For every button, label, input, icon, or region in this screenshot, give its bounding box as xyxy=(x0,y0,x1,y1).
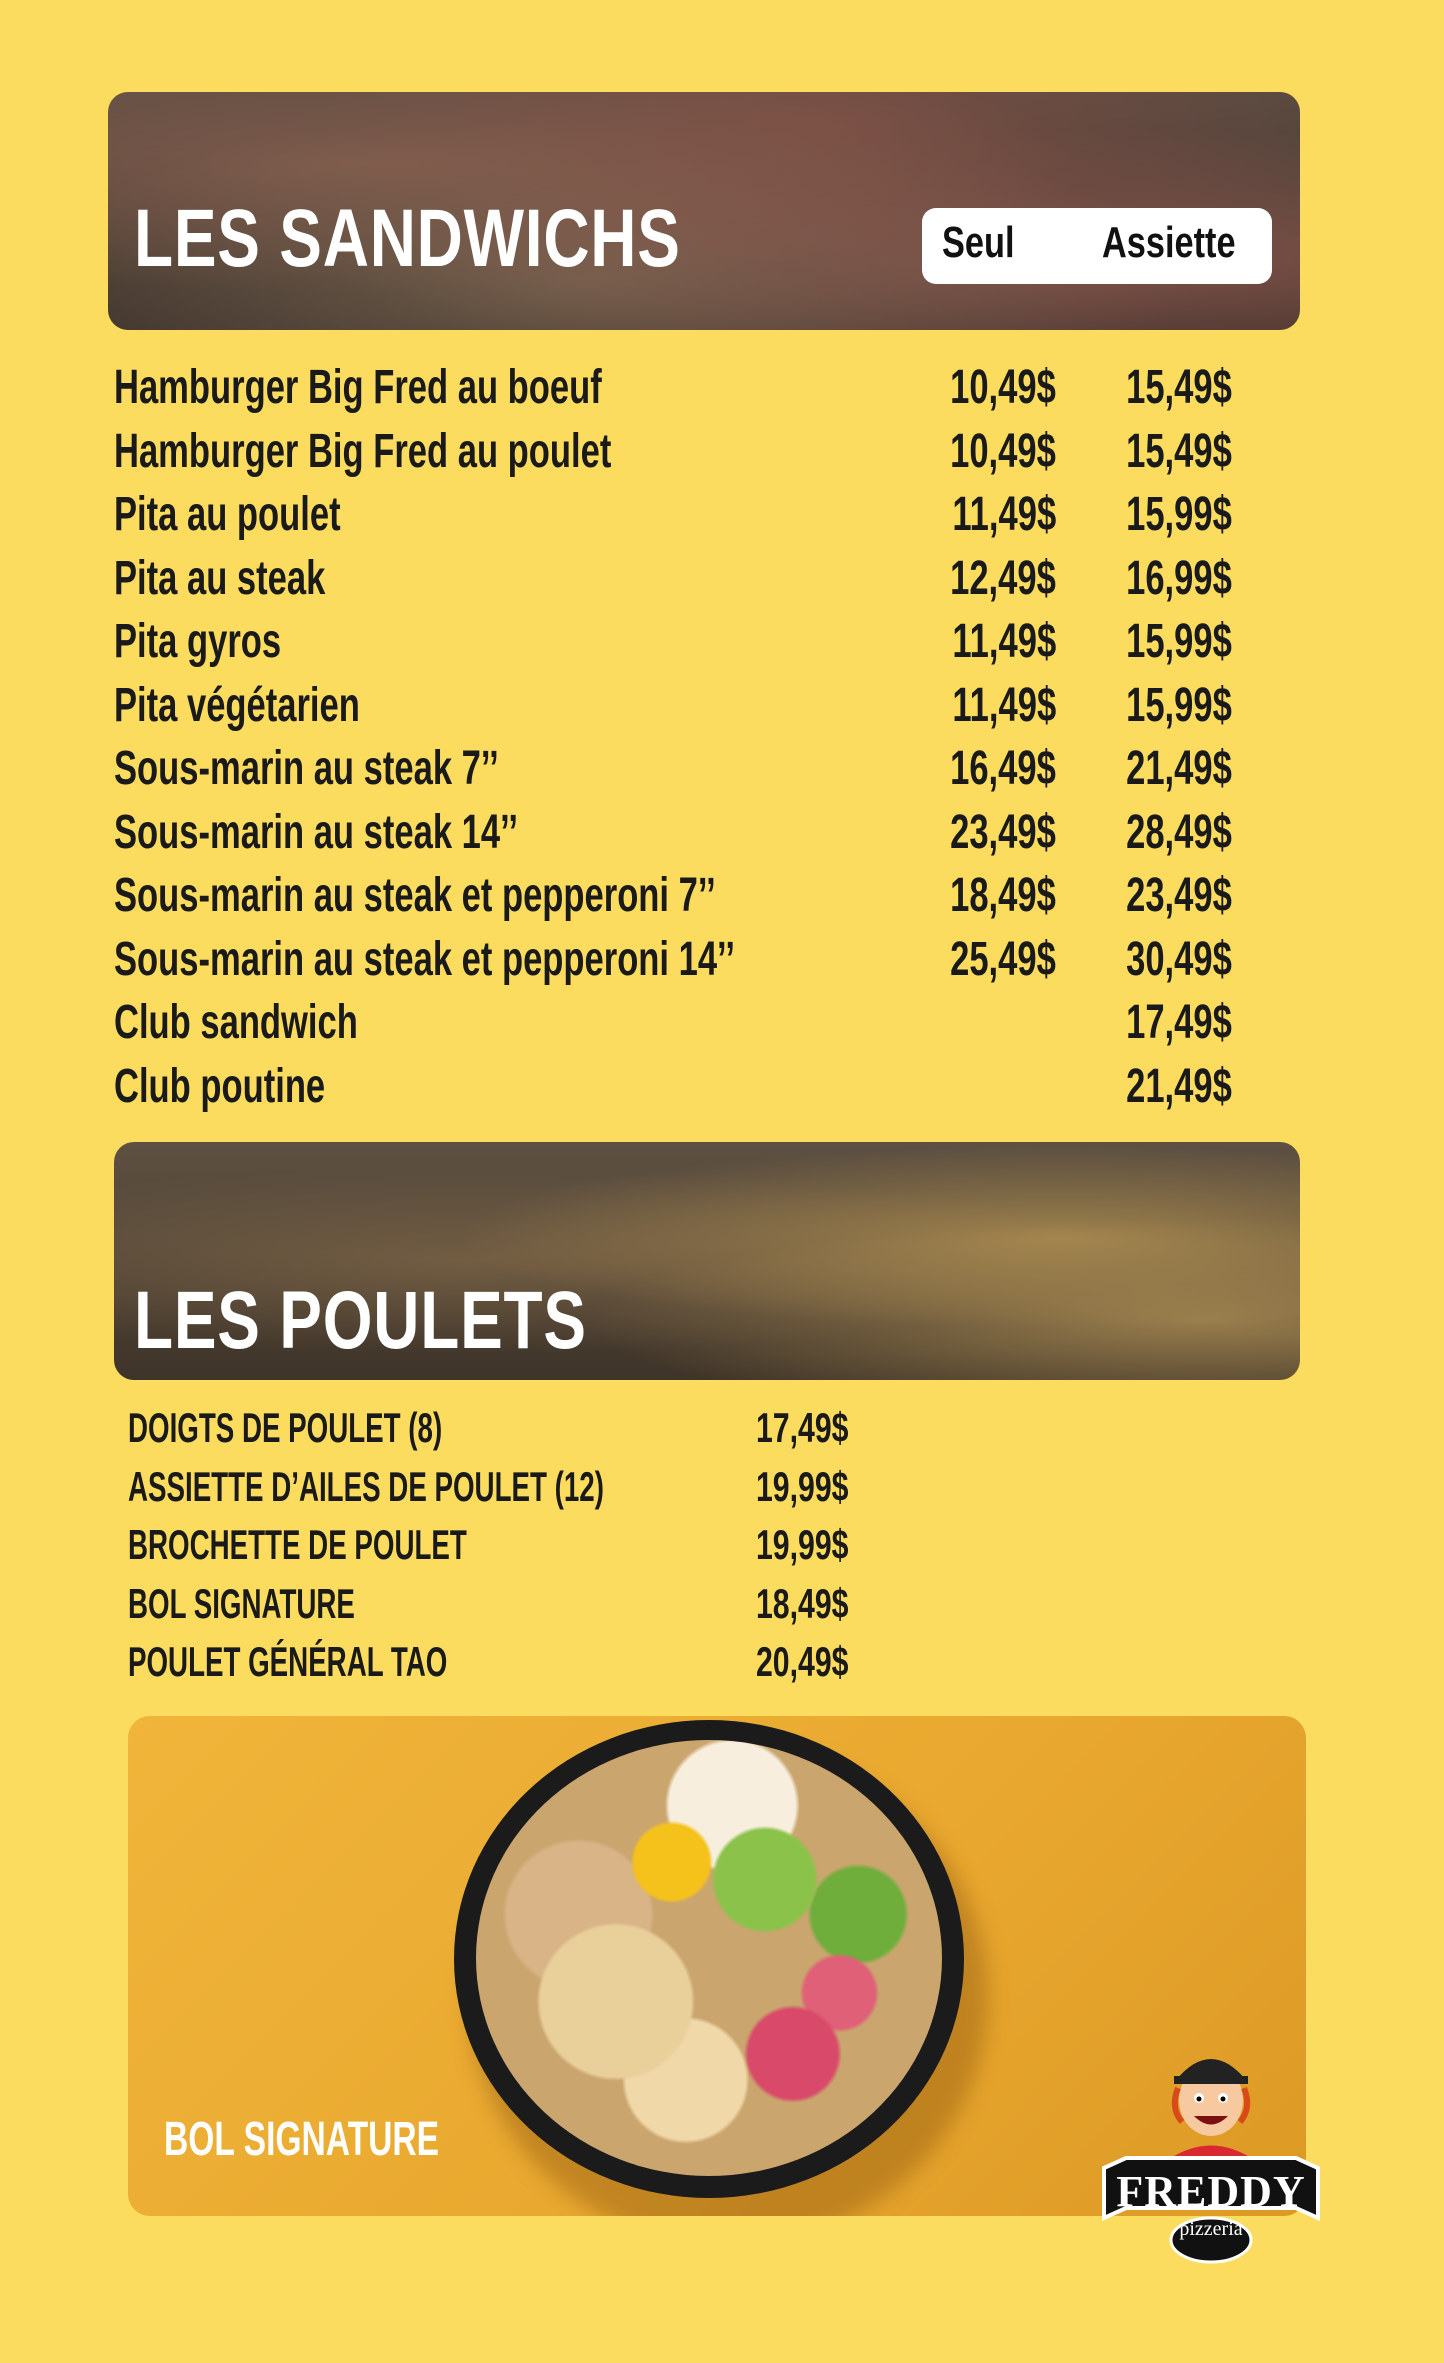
chicken-price: 17,49$ xyxy=(755,1404,848,1451)
price-single: 25,49$ xyxy=(950,932,1056,986)
price-single: 11,49$ xyxy=(952,678,1056,732)
price-plate: 15,99$ xyxy=(1126,678,1232,732)
sandwich-row xyxy=(114,487,1244,547)
price-plate: 15,99$ xyxy=(1126,488,1232,541)
chicken-row xyxy=(128,1521,848,1571)
sandwich-name: Sous-marin au steak 14’’ xyxy=(114,805,519,859)
price-plate: 21,49$ xyxy=(1126,742,1232,795)
price-plate: 15,49$ xyxy=(1126,361,1232,414)
chicken-section-title: LES POULETS xyxy=(134,1275,587,1366)
sandwich-row xyxy=(114,932,1244,992)
chicken-price: 18,49$ xyxy=(755,1579,848,1627)
freddy-logo xyxy=(1086,2018,1336,2268)
price-plate: 30,49$ xyxy=(1126,932,1232,986)
sandwich-row xyxy=(114,995,1244,1055)
sandwich-row xyxy=(114,1059,1244,1119)
price-single: 12,49$ xyxy=(950,551,1056,605)
chicken-price: 20,49$ xyxy=(755,1638,848,1685)
sandwich-name: Pita au poulet xyxy=(114,488,341,541)
chicken-name: DOIGTS DE POULET (8) xyxy=(128,1404,443,1451)
price-single: 16,49$ xyxy=(950,742,1056,795)
price-single: 23,49$ xyxy=(950,805,1056,859)
column-header-single: Seul xyxy=(942,218,1015,267)
sandwich-row xyxy=(114,678,1244,738)
price-plate: 16,99$ xyxy=(1126,551,1232,605)
price-single: 11,49$ xyxy=(952,488,1056,541)
price-plate: 17,49$ xyxy=(1126,996,1232,1049)
photo-caption: BOL SIGNATURE xyxy=(164,2113,440,2166)
logo-wordmark: FREDDY xyxy=(1116,2167,1306,2216)
chicken-banner xyxy=(114,1142,1300,1380)
sandwich-name: Club poutine xyxy=(114,1059,326,1113)
chicken-row xyxy=(128,1404,848,1454)
column-header-pill xyxy=(922,208,1272,284)
chicken-row xyxy=(128,1638,848,1688)
sandwich-name: Sous-marin au steak et pepperoni 14’’ xyxy=(114,932,735,986)
sandwich-row xyxy=(114,551,1244,611)
price-plate: 23,49$ xyxy=(1126,869,1232,922)
sandwich-name: Pita végétarien xyxy=(114,678,360,732)
price-single: 10,49$ xyxy=(950,361,1056,414)
chicken-name: BROCHETTE DE POULET xyxy=(128,1521,467,1568)
sandwich-name: Hamburger Big Fred au poulet xyxy=(114,424,612,478)
sandwich-row xyxy=(114,424,1244,484)
bowl-food xyxy=(476,1740,942,2176)
price-plate: 15,49$ xyxy=(1126,424,1232,478)
sandwich-row xyxy=(114,741,1244,801)
chicken-name: ASSIETTE D’AILES DE POULET (12) xyxy=(128,1462,604,1510)
logo-subtitle: pizzeria xyxy=(1179,2218,1243,2240)
column-header-plate: Assiette xyxy=(1102,218,1236,267)
chicken-price: 19,99$ xyxy=(755,1462,848,1510)
chicken-row xyxy=(128,1463,848,1513)
sandwich-row xyxy=(114,805,1244,865)
sandwich-section-title: LES SANDWICHS xyxy=(134,193,681,284)
sandwich-name: Sous-marin au steak et pepperoni 7’’ xyxy=(114,869,716,922)
sandwich-row xyxy=(114,868,1244,928)
sandwich-row xyxy=(114,360,1244,420)
price-plate: 21,49$ xyxy=(1126,1059,1232,1113)
sandwich-name: Club sandwich xyxy=(114,996,358,1049)
price-single: 11,49$ xyxy=(952,615,1056,668)
sandwich-banner xyxy=(108,92,1300,330)
sandwich-row xyxy=(114,614,1244,674)
price-plate: 15,99$ xyxy=(1126,615,1232,668)
price-single: 18,49$ xyxy=(950,869,1056,922)
sandwich-name: Pita au steak xyxy=(114,551,326,605)
chicken-name: POULET GÉNÉRAL TAO xyxy=(128,1638,448,1685)
sandwich-name: Pita gyros xyxy=(114,615,282,668)
chicken-name: BOL SIGNATURE xyxy=(128,1579,355,1627)
chicken-row xyxy=(128,1580,848,1630)
price-plate: 28,49$ xyxy=(1126,805,1232,859)
sandwich-name: Hamburger Big Fred au boeuf xyxy=(114,361,602,414)
price-single: 10,49$ xyxy=(950,424,1056,478)
chicken-price: 19,99$ xyxy=(755,1521,848,1568)
sandwich-name: Sous-marin au steak 7’’ xyxy=(114,742,499,795)
